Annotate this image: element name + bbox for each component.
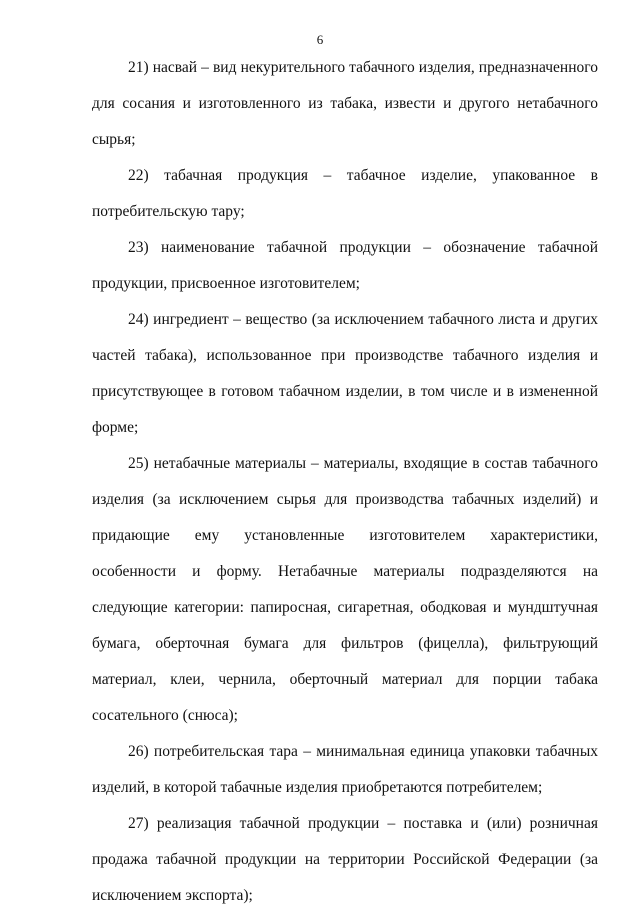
page-number: 6: [316, 32, 324, 47]
paragraph-25: 25) нетабачные материалы – материалы, входящие в состав табачного изделия (за исключением сырья для производства табачных изделий) и придающие ему установленные изготовителем характеристики, особенности и форму. Нетабачные материалы подразделяются на следующие категории: папиросная, сигаретная, ободковая и мундштучная бумага, оберточная бумага для фильтров (фицелла), фильтрующий материал, клеи, чернила, оберточный материал для порции табака сосательного (снюса);: [92, 455, 598, 724]
paragraph-24: 24) ингредиент – вещество (за исключением табачного листа и других частей табака), использованное при производстве табачного изделия и присутствующее в готовом табачном изделии, в том числе и в измененной форме;: [92, 311, 598, 436]
paragraph-27: 27) реализация табачной продукции – поставка и (или) розничная продажа табачной продукции на территории Российской Федерации (за исключением экспорта);: [92, 815, 598, 904]
paragraph-21: 21) насвай – вид некурительного табачного изделия, предназначенного для сосания и изготовленного из табака, извести и другого нетабачного сырья;: [92, 59, 598, 148]
paragraph-23: 23) наименование табачной продукции – обозначение табачной продукции, присвоенное изготовителем;: [92, 239, 598, 292]
paragraph-22: 22) табачная продукция – табачное изделие, упакованное в потребительскую тару;: [92, 167, 598, 220]
paragraph-26: 26) потребительская тара – минимальная единица упаковки табачных изделий, в которой табачные изделия приобретаются потребителем;: [92, 743, 598, 796]
document-body: [92, 50, 598, 914]
